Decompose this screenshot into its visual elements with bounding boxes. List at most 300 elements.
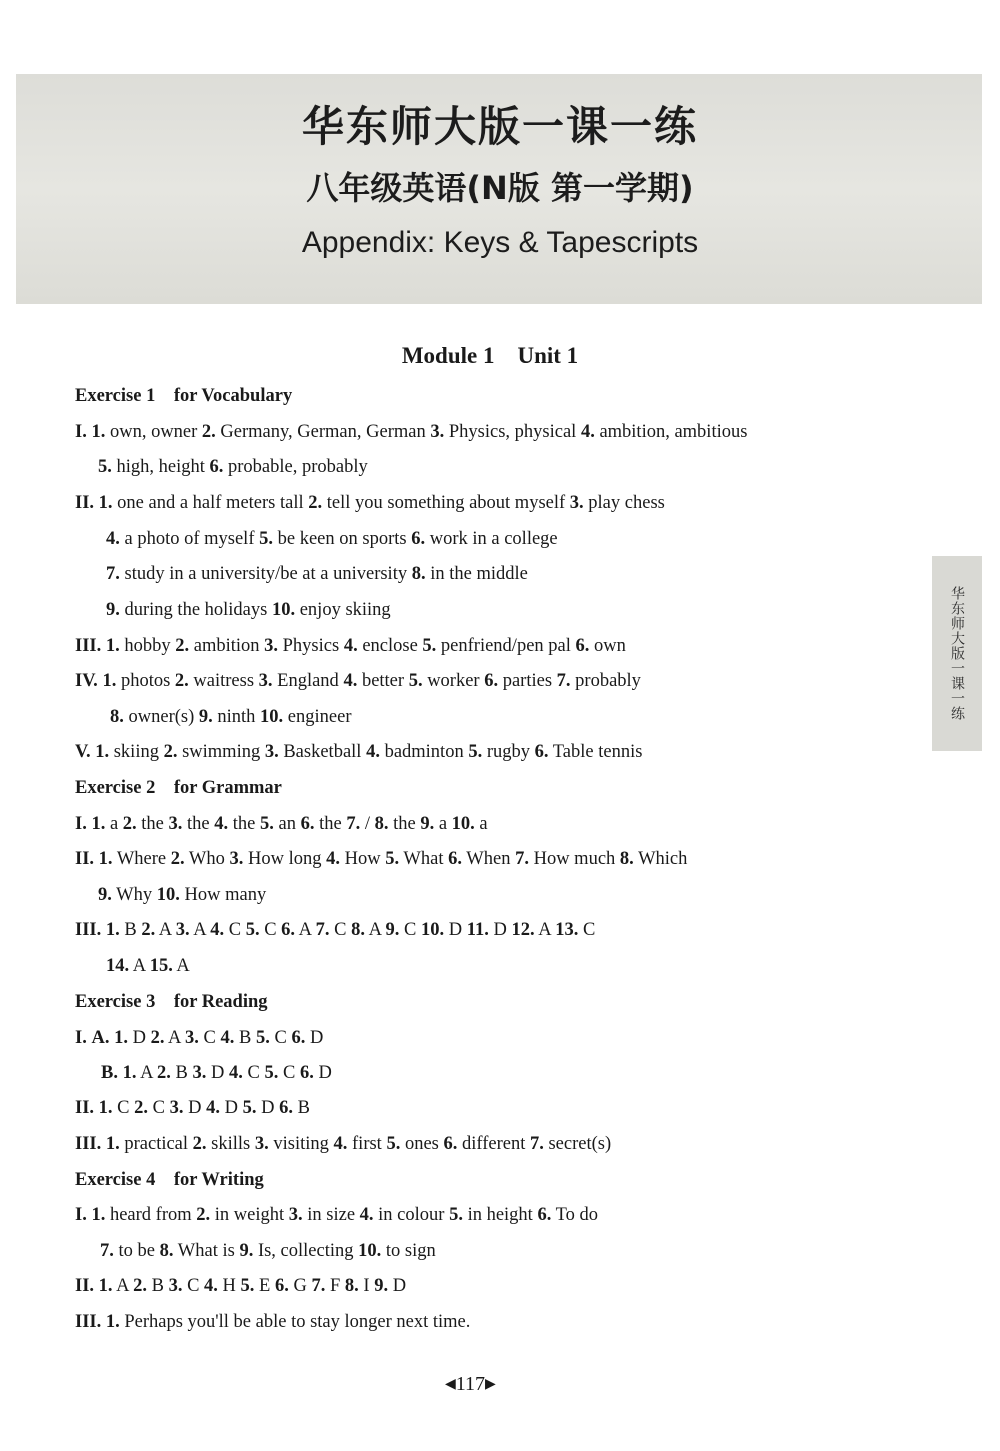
item-number: 6. xyxy=(534,742,549,762)
item-text: When xyxy=(461,849,511,869)
answer-line xyxy=(75,634,626,658)
answer-item xyxy=(99,493,304,513)
answer-item xyxy=(99,849,166,869)
answer-item xyxy=(448,849,510,869)
answer-item xyxy=(239,1241,353,1261)
item-text: England xyxy=(272,671,339,691)
item-number: 9. xyxy=(374,1276,389,1296)
item-text: B xyxy=(292,1098,310,1118)
item-text: D xyxy=(488,920,507,940)
item-number: 1. xyxy=(105,1134,120,1154)
answer-line xyxy=(106,598,391,622)
item-text: the xyxy=(182,814,210,834)
item-text: heard from xyxy=(105,1205,192,1225)
answer-item xyxy=(484,671,552,691)
item-text: A xyxy=(364,920,381,940)
item-number: I. xyxy=(75,814,87,834)
answer-item xyxy=(620,849,687,869)
item-number: 3. xyxy=(264,742,279,762)
answer-item xyxy=(91,1028,109,1048)
answer-item xyxy=(374,1276,406,1296)
answer-item xyxy=(157,1063,188,1083)
item-text: waitress xyxy=(188,671,255,691)
item-number: 3. xyxy=(175,920,190,940)
item-text: to sign xyxy=(381,1241,436,1261)
answer-item xyxy=(75,1134,101,1154)
item-text: in weight xyxy=(210,1205,285,1225)
answer-item xyxy=(150,956,190,976)
item-text: Perhaps you'll be able to stay longer next time. xyxy=(119,1312,471,1332)
item-number: 6. xyxy=(279,1098,293,1118)
answer-item xyxy=(164,742,261,762)
answer-item xyxy=(99,1276,129,1296)
item-number: 1. xyxy=(91,814,106,834)
answer-item xyxy=(358,1241,436,1261)
item-text: parties xyxy=(498,671,553,691)
item-number: 11. xyxy=(466,920,489,940)
item-number: I. xyxy=(75,422,87,442)
module-title: Module 1 Unit 1 xyxy=(401,343,579,368)
item-text: secret(s) xyxy=(543,1134,612,1154)
item-number: 1. xyxy=(105,636,120,656)
answer-item xyxy=(570,493,665,513)
answer-item xyxy=(334,1134,382,1154)
answer-item xyxy=(243,1098,275,1118)
answer-line xyxy=(75,812,488,836)
item-text: enjoy skiing xyxy=(295,600,391,620)
item-text: To do xyxy=(551,1205,599,1225)
item-text: be keen on sports xyxy=(273,529,407,549)
item-number: 6. xyxy=(443,1134,458,1154)
item-number: 3. xyxy=(569,493,584,513)
answer-item xyxy=(123,1063,153,1083)
item-text: C xyxy=(148,1098,165,1118)
answer-item xyxy=(106,600,267,620)
answer-item xyxy=(229,1063,260,1083)
answer-item xyxy=(75,1205,87,1225)
item-number: 15. xyxy=(149,956,173,976)
item-number: 5. xyxy=(260,814,274,834)
item-number: 1. xyxy=(114,1028,128,1048)
item-text: badminton xyxy=(379,742,464,762)
item-text: C xyxy=(278,1063,296,1083)
answer-item xyxy=(581,422,748,442)
item-text: H xyxy=(217,1276,236,1296)
item-text: How many xyxy=(179,885,267,905)
item-number: IV. xyxy=(75,671,98,691)
answer-item xyxy=(123,814,164,834)
item-text: swimming xyxy=(177,742,261,762)
item-text: How xyxy=(340,849,381,869)
item-text: D xyxy=(127,1028,146,1048)
item-number: 2. xyxy=(157,1063,171,1083)
item-text: E xyxy=(254,1276,271,1296)
item-number: 2. xyxy=(174,671,189,691)
answer-item xyxy=(214,814,255,834)
answer-item xyxy=(98,457,205,477)
item-number: 5. xyxy=(408,671,423,691)
answer-item xyxy=(230,849,322,869)
item-text: B xyxy=(170,1063,188,1083)
item-text: the xyxy=(314,814,342,834)
item-text: in size xyxy=(302,1205,356,1225)
item-number: 6. xyxy=(274,1276,289,1296)
answer-line xyxy=(75,1132,611,1156)
answer-item xyxy=(175,636,259,656)
item-number: 6. xyxy=(537,1205,552,1225)
answer-line xyxy=(98,455,368,479)
item-number: 8. xyxy=(619,849,634,869)
item-number: 4. xyxy=(326,849,341,869)
exercise-heading xyxy=(75,990,268,1014)
item-text: F xyxy=(325,1276,341,1296)
item-number: 3. xyxy=(169,1098,184,1118)
item-text: play chess xyxy=(583,493,665,513)
answer-item xyxy=(98,885,152,905)
answer-item xyxy=(206,1098,238,1118)
item-text: the xyxy=(136,814,164,834)
answer-item xyxy=(326,849,380,869)
item-text: penfriend/pen pal xyxy=(436,636,571,656)
item-number: 3. xyxy=(258,671,273,691)
item-number: 2. xyxy=(150,1028,165,1048)
answer-item xyxy=(175,671,254,691)
answer-line xyxy=(100,1239,436,1263)
item-number: 1. xyxy=(122,1063,137,1083)
item-number: 9. xyxy=(385,920,400,940)
item-number: 3. xyxy=(229,849,244,869)
answer-item xyxy=(467,920,507,940)
answer-item xyxy=(512,920,551,940)
answer-item xyxy=(449,1205,533,1225)
answer-item xyxy=(176,920,206,940)
answer-item xyxy=(411,529,557,549)
answer-item xyxy=(420,814,447,834)
item-number: 9. xyxy=(239,1241,254,1261)
answer-item xyxy=(75,1028,87,1048)
item-number: 1. xyxy=(98,1276,113,1296)
item-number: 5. xyxy=(422,636,437,656)
item-text: D xyxy=(206,1063,225,1083)
item-text: high, height xyxy=(111,457,205,477)
item-number: 9. xyxy=(106,600,120,620)
answer-item xyxy=(75,1312,101,1332)
item-text: own, owner xyxy=(105,422,198,442)
item-text: C xyxy=(269,1028,287,1048)
item-text: D xyxy=(305,1028,324,1048)
item-text: C xyxy=(198,1028,216,1048)
item-text: to be xyxy=(113,1241,155,1261)
exercise-heading xyxy=(75,384,292,408)
left-arrow-icon: ◀ xyxy=(445,1377,456,1392)
item-text: A xyxy=(189,920,206,940)
item-text: A xyxy=(164,1028,181,1048)
item-text: Exercise 2 for Grammar xyxy=(75,778,282,798)
item-number: 3. xyxy=(168,1276,183,1296)
answer-item xyxy=(360,1205,445,1225)
item-text: A xyxy=(534,920,551,940)
answer-item xyxy=(430,422,576,442)
answer-item xyxy=(246,920,277,940)
item-number: 5. xyxy=(240,1276,255,1296)
answer-item xyxy=(95,742,159,762)
item-text: in height xyxy=(462,1205,533,1225)
item-text: practical xyxy=(119,1134,189,1154)
item-number: 6. xyxy=(484,671,499,691)
answer-item xyxy=(468,742,530,762)
item-number: 4. xyxy=(106,529,120,549)
answer-item xyxy=(375,814,416,834)
answer-item xyxy=(259,671,339,691)
answer-item xyxy=(308,493,565,513)
item-number: 6. xyxy=(299,1063,314,1083)
item-text: a photo of myself xyxy=(119,529,255,549)
item-number: 4. xyxy=(210,920,225,940)
answer-line xyxy=(106,954,190,978)
item-text: skills xyxy=(206,1134,251,1154)
item-number: I. xyxy=(75,1028,87,1048)
item-number: 4. xyxy=(333,1134,348,1154)
item-number: 7. xyxy=(315,920,330,940)
item-number: 4. xyxy=(366,742,380,762)
item-text: own xyxy=(589,636,626,656)
item-number: 2. xyxy=(192,1134,207,1154)
item-text: Germany, German, German xyxy=(215,422,426,442)
answer-line xyxy=(98,883,266,907)
answer-item xyxy=(204,1276,236,1296)
answer-line xyxy=(75,847,687,871)
item-text: ambition, ambitious xyxy=(594,422,748,442)
answer-item xyxy=(185,1028,216,1048)
item-number: 6. xyxy=(300,814,315,834)
item-number: 2. xyxy=(133,1276,147,1296)
item-number: 10. xyxy=(358,1241,382,1261)
item-text: Physics, physical xyxy=(444,422,577,442)
answer-item xyxy=(210,457,368,477)
page-number xyxy=(445,1373,496,1396)
answer-item xyxy=(106,529,255,549)
answer-line xyxy=(75,420,747,444)
answer-line xyxy=(75,1026,323,1050)
item-text: rugby xyxy=(482,742,530,762)
answer-item xyxy=(515,849,615,869)
item-number: 4. xyxy=(580,422,595,442)
item-text: the xyxy=(228,814,256,834)
item-number: 2. xyxy=(201,422,216,442)
item-text: work in a college xyxy=(425,529,558,549)
answer-item xyxy=(75,1098,94,1118)
answer-item xyxy=(311,1276,340,1296)
item-text: Where xyxy=(112,849,167,869)
item-text: C xyxy=(329,920,347,940)
answer-line xyxy=(101,1061,332,1085)
answer-item xyxy=(366,742,464,762)
answer-item xyxy=(316,920,347,940)
item-number: 6. xyxy=(281,920,296,940)
answer-item xyxy=(99,1098,130,1118)
item-text: A xyxy=(155,920,172,940)
item-text: engineer xyxy=(283,707,352,727)
item-text: Basketball xyxy=(278,742,362,762)
item-text: D xyxy=(219,1098,238,1118)
answer-item xyxy=(272,600,391,620)
item-number: 3. xyxy=(288,1205,303,1225)
item-number: 3. xyxy=(192,1063,207,1083)
item-number: II. xyxy=(75,1098,95,1118)
item-number: 1. xyxy=(98,849,113,869)
item-number: III. xyxy=(75,636,102,656)
item-number: 8. xyxy=(159,1241,174,1261)
item-number: II. xyxy=(75,849,95,869)
answer-item xyxy=(210,920,241,940)
item-number: 4. xyxy=(220,1028,235,1048)
item-number: 7. xyxy=(556,671,571,691)
answer-item xyxy=(346,814,370,834)
item-number: 14. xyxy=(106,956,130,976)
answer-item xyxy=(75,992,268,1012)
item-text: enclose xyxy=(357,636,418,656)
answer-item xyxy=(555,920,595,940)
item-text: a xyxy=(105,814,119,834)
item-text: hobby xyxy=(119,636,171,656)
item-text: skiing xyxy=(109,742,159,762)
item-text: first xyxy=(347,1134,382,1154)
item-text: D xyxy=(444,920,463,940)
item-text: during the holidays xyxy=(119,600,268,620)
answer-item xyxy=(193,1063,225,1083)
item-number: 5. xyxy=(242,1098,257,1118)
answer-item xyxy=(260,707,351,727)
answer-item xyxy=(259,529,406,549)
answer-item xyxy=(281,920,311,940)
answer-item xyxy=(75,742,91,762)
answer-item xyxy=(110,707,194,727)
item-number: 4. xyxy=(229,1063,243,1083)
item-text: A xyxy=(136,1063,153,1083)
item-text: Who xyxy=(184,849,225,869)
item-number: 2. xyxy=(175,636,190,656)
answer-item xyxy=(221,1028,252,1048)
item-number: 2. xyxy=(141,920,156,940)
item-text: one and a half meters tall xyxy=(112,493,304,513)
item-number: 5. xyxy=(264,1063,279,1083)
item-number: 8. xyxy=(110,707,124,727)
answer-item xyxy=(100,1241,155,1261)
answer-line xyxy=(110,705,351,729)
item-text: What is xyxy=(173,1241,235,1261)
answer-line xyxy=(75,1310,470,1334)
answer-item xyxy=(171,849,225,869)
item-number: 5. xyxy=(449,1205,463,1225)
page-number-value: 117 xyxy=(455,1373,486,1395)
answer-item xyxy=(106,1312,471,1332)
item-number: 1. xyxy=(95,742,110,762)
answer-item xyxy=(241,1276,271,1296)
answer-item xyxy=(421,920,462,940)
answer-item xyxy=(133,1276,164,1296)
item-number: 6. xyxy=(291,1028,306,1048)
answer-item xyxy=(256,1028,287,1048)
item-number: 7. xyxy=(311,1276,326,1296)
answer-item xyxy=(151,1028,181,1048)
answer-item xyxy=(160,1241,235,1261)
item-number: 1. xyxy=(98,1098,113,1118)
item-number: III. xyxy=(75,1134,102,1154)
item-text: tell you something about myself xyxy=(322,493,566,513)
answer-item xyxy=(193,1134,251,1154)
answer-item xyxy=(106,1134,188,1154)
item-number: 2. xyxy=(170,849,185,869)
item-number: V. xyxy=(75,742,91,762)
item-text: C xyxy=(182,1276,200,1296)
exercise-heading xyxy=(75,1168,264,1192)
answer-item xyxy=(106,636,171,656)
item-number: 7. xyxy=(515,849,529,869)
answer-item xyxy=(452,814,488,834)
answer-item xyxy=(196,1205,284,1225)
answer-item xyxy=(91,1205,191,1225)
answer-item xyxy=(576,636,626,656)
answer-item xyxy=(106,956,145,976)
item-text: D xyxy=(183,1098,202,1118)
item-number: 5. xyxy=(98,457,112,477)
answer-item xyxy=(75,849,94,869)
answer-item xyxy=(75,493,94,513)
item-number: 2. xyxy=(163,742,178,762)
item-text: probable, probably xyxy=(223,457,368,477)
item-number: 2. xyxy=(196,1205,211,1225)
item-text: ninth xyxy=(212,707,256,727)
item-number: I. xyxy=(75,1205,87,1225)
item-number: 7. xyxy=(529,1134,544,1154)
item-number: 10. xyxy=(260,707,284,727)
item-number: 4. xyxy=(343,636,358,656)
answer-item xyxy=(386,920,417,940)
answer-item xyxy=(279,1098,310,1118)
item-text: D xyxy=(313,1063,332,1083)
answer-item xyxy=(412,564,528,584)
item-number: 5. xyxy=(468,742,483,762)
appendix-title: Appendix: Keys & Tapescripts xyxy=(301,226,699,259)
answer-item xyxy=(91,422,197,442)
item-text: C xyxy=(224,920,242,940)
answer-line xyxy=(75,669,641,693)
item-number: 8. xyxy=(411,564,426,584)
item-number: III. xyxy=(75,1312,102,1332)
item-number: 4. xyxy=(206,1098,220,1118)
item-number: 10. xyxy=(421,920,445,940)
item-text: B xyxy=(119,920,137,940)
answer-item xyxy=(75,778,282,798)
item-number: III. xyxy=(75,920,102,940)
item-text: Exercise 1 for Vocabulary xyxy=(75,386,293,406)
item-number: 6. xyxy=(448,849,462,869)
answer-item xyxy=(530,1134,611,1154)
item-text: G xyxy=(288,1276,307,1296)
answer-item xyxy=(75,1276,94,1296)
item-text: C xyxy=(399,920,417,940)
item-number: 5. xyxy=(255,1028,270,1048)
answer-item xyxy=(75,636,101,656)
answer-item xyxy=(444,1134,526,1154)
item-text: the xyxy=(388,814,416,834)
item-text: Physics xyxy=(278,636,340,656)
item-text: B xyxy=(146,1276,164,1296)
item-number: 5. xyxy=(245,920,260,940)
item-text: D xyxy=(256,1098,275,1118)
item-number: 13. xyxy=(555,920,579,940)
answer-item xyxy=(300,1063,332,1083)
